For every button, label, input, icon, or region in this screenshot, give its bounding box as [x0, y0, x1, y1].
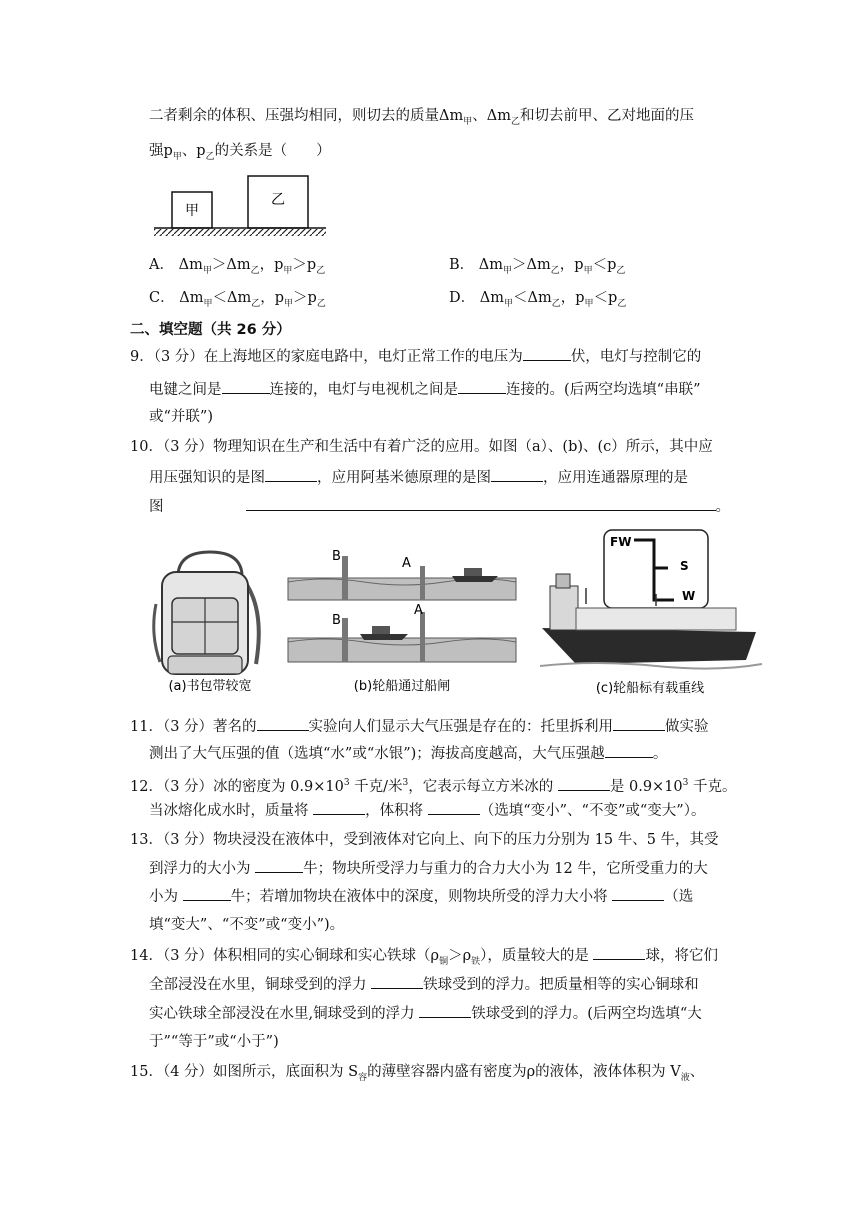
opt-text: ＞p [293, 290, 317, 306]
q15-text: 15．（4 分）如图所示，底面积为 S [130, 1064, 359, 1080]
q14-line2 [149, 974, 699, 995]
answer-blank[interactable] [183, 886, 231, 901]
answer-blank[interactable] [491, 467, 543, 482]
q12-text: 12．（3 分）冰的密度为 0.9×10 [130, 778, 344, 795]
opt-sub: 乙 [551, 298, 561, 309]
q10-line2 [149, 467, 688, 488]
q12-sup: 3 [343, 778, 350, 788]
q12-line2 [149, 800, 705, 821]
q14-text: ），质量较大的是 [480, 948, 594, 964]
q14-text: 球，将它们 [645, 948, 718, 964]
opt-sub: 乙 [616, 265, 626, 276]
q13-text: 小为 [149, 889, 183, 905]
opt-sub: 甲 [584, 298, 594, 309]
q9-line3: 或“并联”) [149, 409, 213, 425]
answer-blank[interactable] [371, 974, 423, 989]
q8-sub: 甲 [172, 151, 182, 162]
q13-line4: 填“变大”、“不变”或“变小”)。 [149, 917, 345, 933]
opt-text: ＜Δm [212, 290, 252, 306]
q14-text: 实心铁球全部浸没在水里,铜球受到的浮力 [149, 1006, 420, 1022]
q8-option-a [149, 255, 325, 281]
q10-line3 [149, 496, 730, 517]
q12-line1 [130, 773, 737, 797]
q8-stem-line2 [149, 141, 331, 167]
q14-sub: 铜 [439, 956, 449, 967]
q8-blocks-figure [150, 174, 330, 240]
q13-text: （选 [664, 889, 694, 905]
opt-text: ＜Δm [513, 290, 552, 306]
q11-text: 做实验 [665, 719, 709, 735]
opt-sub: 乙 [316, 265, 326, 276]
q14-line1 [130, 945, 718, 972]
q8-text: 、Δm [472, 108, 511, 124]
opt-text: ，p [259, 257, 284, 273]
opt-text: Δm [178, 257, 203, 273]
q11-line2 [149, 743, 667, 764]
q13-text: 牛；物块所受浮力与重力的合力大小为 12 牛，它所受重力的大 [303, 861, 708, 877]
q14-text: 14．（3 分）体积相同的实心铜球和实心铁球（ρ [130, 948, 440, 964]
option-letter: A． [149, 257, 174, 273]
opt-sub: 甲 [284, 298, 294, 309]
ship-lock-figure [284, 542, 520, 694]
q13-line1: 13．（3 分）物块浸没在液体中，受到液体对它向上、向下的压力分别为 15 牛、5 牛，其受 [130, 832, 719, 848]
opt-text: ，p [560, 290, 585, 306]
opt-sub: 乙 [617, 298, 627, 309]
q9-line1 [130, 346, 701, 367]
q12-text: 千克。 [688, 778, 737, 795]
q12-text: 当冰熔化成水时，质量将 [149, 803, 314, 819]
q14-line4: 于”“等于”或“小于”) [149, 1034, 279, 1050]
q10-line1: 10．（3 分）物理知识在生产和生活中有着广泛的应用。如图（a）、(b)、(c）所示，其中应 [130, 439, 713, 455]
answer-blank[interactable] [428, 800, 480, 815]
lock-label-b-top: B [332, 549, 341, 564]
caption-b: (b)轮船通过船闸 [353, 679, 451, 694]
opt-sub: 甲 [202, 265, 212, 276]
loadline-w: W [682, 589, 696, 603]
q12-text: 千克/米 [349, 778, 403, 795]
q8-text: 和切去前甲、乙对地面的压 [520, 108, 694, 124]
lock-label-b-bottom: B [332, 613, 341, 628]
caption-a: (a)书包带较宽 [168, 679, 252, 694]
q8-sub: 乙 [510, 116, 520, 127]
q9-text: 电键之间是 [149, 382, 222, 398]
answer-blank[interactable] [558, 776, 610, 791]
q8-text: 强p [149, 143, 173, 159]
q12-sup: 3 [402, 778, 409, 788]
q10-text: 图 [149, 499, 164, 515]
opt-sub: 甲 [503, 298, 513, 309]
opt-text: Δm [479, 290, 504, 306]
q9-text: 伏，电灯与控制它的 [570, 349, 702, 365]
answer-blank[interactable] [265, 467, 317, 482]
q9-line2 [149, 379, 700, 400]
opt-sub: 乙 [250, 265, 260, 276]
opt-text: Δm [478, 257, 503, 273]
answer-blank[interactable] [458, 379, 506, 394]
q14-sub: 铁 [471, 956, 481, 967]
opt-text: ，p [559, 257, 584, 273]
caption-c: (c)轮船标有载重线 [595, 681, 705, 696]
opt-sub: 乙 [316, 298, 326, 309]
q15-text: 、 [689, 1064, 705, 1080]
opt-sub: 甲 [203, 298, 213, 309]
section-title: 二、填空题（共 26 分） [130, 322, 291, 338]
answer-blank[interactable] [593, 945, 645, 960]
q15-text: 的薄壁容器内盛有密度为ρ的液体，液体体积为 V [367, 1064, 681, 1080]
q11-text: 实验向人们显示大气压强是存在的：托里拆利用 [308, 719, 614, 735]
q15-sub: 液 [680, 1072, 690, 1083]
opt-sub: 乙 [550, 265, 560, 276]
answer-blank[interactable] [222, 379, 270, 394]
q14-text: 铁球受到的浮力。把质量相等的实心铜球和 [423, 977, 699, 993]
q11-line1 [130, 716, 709, 737]
opt-text: ＜p [592, 257, 617, 273]
answer-blank[interactable] [612, 886, 664, 901]
opt-sub: 甲 [503, 265, 513, 276]
q8-text: 、p [181, 143, 206, 159]
q10-text: ，应用阿基米德原理的是图 [317, 470, 491, 486]
opt-sub: 乙 [251, 298, 261, 309]
opt-text: ，p [260, 290, 285, 306]
q15-sub: 容 [358, 1072, 368, 1083]
q8-sub: 乙 [205, 151, 215, 162]
q12-text: ，它表示每立方米冰的 [408, 778, 558, 795]
q8-option-c [149, 288, 326, 314]
opt-sub: 甲 [283, 265, 293, 276]
block-yi-label: 乙 [271, 192, 285, 208]
answer-blank[interactable] [523, 346, 571, 361]
opt-sub: 甲 [583, 265, 593, 276]
q8-stem-line1 [149, 106, 694, 132]
opt-text: ＞Δm [211, 257, 251, 273]
q10-text: 用压强知识的是图 [149, 470, 265, 486]
loadline-s: S [680, 559, 689, 573]
q11-text: 11．（3 分）著名的 [130, 719, 257, 735]
lock-label-a-bottom: A [414, 603, 423, 618]
lock-label-a-top: A [402, 556, 411, 571]
q13-text: 牛；若增加物块在液体中的深度，则物块所受的浮力大小将 [230, 889, 613, 905]
q12-sup: 3 [682, 778, 689, 788]
q15-line1 [130, 1062, 704, 1088]
q10-text: ，应用连通器原理的是 [543, 470, 688, 486]
opt-text: ＞p [292, 257, 317, 273]
q9-text: 连接的。(后两空均选填“串联” [506, 382, 701, 398]
q13-line2 [149, 858, 708, 879]
q8-sub: 甲 [463, 116, 473, 127]
ship-loadline-figure [536, 528, 764, 698]
opt-text: ＞Δm [512, 257, 551, 273]
loadline-fw: FW [610, 535, 632, 549]
block-jia-label: 甲 [185, 203, 199, 219]
q8-text: 的关系是（ ） [214, 143, 331, 159]
q12-text: ，体积将 [365, 803, 428, 819]
answer-blank[interactable] [613, 716, 665, 731]
q12-text: 是 0.9×10 [609, 778, 683, 795]
backpack-figure [148, 544, 274, 694]
answer-blank[interactable] [246, 496, 716, 511]
answer-blank[interactable] [255, 858, 303, 873]
q8-option-b [449, 255, 625, 281]
q14-text: 铁球受到的浮力。(后两空均选填“大 [471, 1006, 702, 1022]
q9-text: 9．（3 分）在上海地区的家庭电路中，电灯正常工作的电压为 [130, 349, 523, 365]
q13-line3 [149, 886, 693, 907]
option-letter: C． [149, 290, 175, 306]
q14-text: ＞ρ [448, 948, 472, 964]
opt-text: Δm [179, 290, 204, 306]
q12-text: （选填“变小”、“不变”或“变大”）。 [479, 803, 706, 819]
q8-text: 二者剩余的体积、压强均相同，则切去的质量Δm [149, 108, 464, 124]
answer-blank[interactable] [605, 743, 653, 758]
q14-line3 [149, 1003, 702, 1024]
q14-text: 全部浸没在水里，铜球受到的浮力 [149, 977, 372, 993]
answer-blank[interactable] [419, 1003, 471, 1018]
opt-text: ＜p [593, 290, 618, 306]
q9-text: 连接的，电灯与电视机之间是 [269, 382, 458, 398]
answer-blank[interactable] [257, 716, 309, 731]
q11-text: 。 [652, 746, 668, 762]
option-letter: B． [449, 257, 475, 273]
q10-text: 。 [715, 499, 730, 515]
q11-text: 测出了大气压强的值（选填“水”或“水银”)；海拔高度越高，大气压强越 [149, 746, 605, 762]
q13-text: 到浮力的大小为 [149, 861, 256, 877]
option-letter: D． [449, 290, 476, 306]
q8-option-d [449, 288, 626, 314]
answer-blank[interactable] [313, 800, 365, 815]
